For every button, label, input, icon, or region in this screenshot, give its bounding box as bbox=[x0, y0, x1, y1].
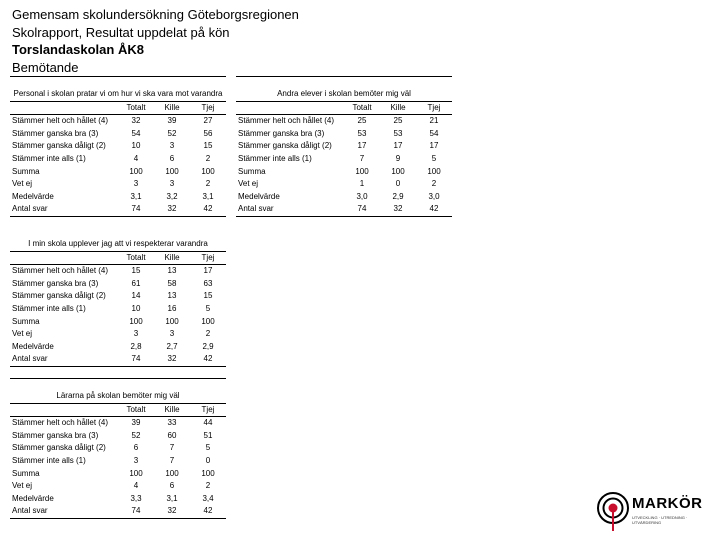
column-header-kille: Kille bbox=[380, 101, 416, 115]
cell-tjej: 100 bbox=[201, 468, 215, 478]
cell-kille: 0 bbox=[395, 179, 401, 189]
table-row bbox=[10, 115, 226, 128]
cell-tjej: 2 bbox=[431, 179, 437, 189]
table-row bbox=[10, 328, 226, 341]
row-label: Antal svar bbox=[10, 203, 118, 216]
cell-total: 74 bbox=[344, 203, 380, 216]
table-row bbox=[10, 505, 226, 518]
table-row bbox=[10, 153, 226, 166]
cell-total: 25 bbox=[357, 116, 367, 126]
cell-tjej: 2,9 bbox=[202, 341, 214, 351]
cell-kille: 9 bbox=[395, 153, 401, 163]
cell-total: 2,8 bbox=[130, 341, 142, 351]
cell-tjej: 5 bbox=[431, 153, 437, 163]
cell-total: 61 bbox=[131, 278, 141, 288]
cell-tjej: 27 bbox=[203, 116, 213, 126]
cell-total: 54 bbox=[131, 128, 141, 138]
cell-tjej: 5 bbox=[205, 303, 211, 313]
table-row bbox=[236, 115, 452, 128]
row-label: Stämmer helt och hållet (4) bbox=[238, 116, 335, 126]
cell-tjej: 2 bbox=[205, 153, 211, 163]
cell-tjej: 2 bbox=[205, 481, 211, 491]
cell-total: 10 bbox=[131, 141, 141, 151]
row-label: Stämmer ganska bra (3) bbox=[12, 278, 99, 288]
report-subtitle: Skolrapport, Resultat uppdelat på kön bbox=[12, 24, 230, 40]
cell-kille: 3 bbox=[169, 179, 175, 189]
survey-title: Gemensam skolundersökning Göteborgsregionen bbox=[12, 7, 299, 22]
cell-kille: 2,9 bbox=[392, 191, 404, 201]
row-label: Summa bbox=[12, 468, 40, 478]
cell-total: 39 bbox=[131, 418, 141, 428]
cell-total: 74 bbox=[118, 203, 154, 216]
cell-total: 3,3 bbox=[130, 493, 142, 503]
table-lararna-bemoter bbox=[10, 390, 226, 519]
cell-total: 6 bbox=[133, 443, 139, 453]
table-row bbox=[10, 468, 226, 481]
cell-kille: 13 bbox=[167, 266, 177, 276]
table-respekterar-varandra bbox=[10, 238, 226, 367]
row-label: Antal svar bbox=[10, 505, 118, 518]
cell-total: 4 bbox=[133, 153, 139, 163]
cell-kille: 3 bbox=[169, 141, 175, 151]
cell-kille: 7 bbox=[169, 455, 175, 465]
cell-total: 3 bbox=[133, 329, 139, 339]
table-row bbox=[236, 178, 452, 191]
cell-kille: 3,2 bbox=[166, 191, 178, 201]
cell-tjej: 42 bbox=[190, 353, 226, 366]
table-row bbox=[10, 493, 226, 506]
cell-kille: 32 bbox=[154, 203, 190, 216]
cell-total: 3 bbox=[133, 179, 139, 189]
cell-kille: 32 bbox=[380, 203, 416, 216]
column-header-tjej: Tjej bbox=[190, 251, 226, 265]
cell-tjej: 17 bbox=[203, 266, 213, 276]
row-label: Medelvärde bbox=[12, 493, 54, 503]
row-label: Stämmer inte alls (1) bbox=[12, 303, 86, 313]
table-row bbox=[10, 140, 226, 153]
row-label: Stämmer ganska dåligt (2) bbox=[12, 291, 106, 301]
cell-tjej: 15 bbox=[203, 141, 213, 151]
column-header-kille: Kille bbox=[154, 403, 190, 417]
cell-tjej: 2 bbox=[205, 329, 211, 339]
cell-tjej: 100 bbox=[427, 166, 441, 176]
cell-tjej: 42 bbox=[416, 203, 452, 216]
cell-total: 10 bbox=[131, 303, 141, 313]
cell-kille: 100 bbox=[165, 166, 179, 176]
cell-tjej: 0 bbox=[205, 455, 211, 465]
table-row bbox=[10, 265, 226, 278]
cell-kille: 13 bbox=[167, 291, 177, 301]
row-label: Medelvärde bbox=[238, 191, 280, 201]
cell-kille: 3,1 bbox=[166, 493, 178, 503]
cell-kille: 32 bbox=[154, 505, 190, 518]
table-personal-pratar bbox=[10, 88, 226, 217]
table-row bbox=[10, 203, 226, 216]
cell-total: 53 bbox=[357, 128, 367, 138]
table-row bbox=[236, 166, 452, 179]
report-header bbox=[12, 6, 299, 76]
cell-tjej: 42 bbox=[190, 505, 226, 518]
row-label: Stämmer inte alls (1) bbox=[12, 153, 86, 163]
row-label: Vet ej bbox=[12, 179, 33, 189]
cell-kille: 100 bbox=[165, 316, 179, 326]
cell-tjej: 3,4 bbox=[202, 493, 214, 503]
table-row bbox=[236, 140, 452, 153]
cell-total: 100 bbox=[129, 468, 143, 478]
table-row bbox=[10, 191, 226, 204]
table-row bbox=[10, 480, 226, 493]
cell-tjej: 3,1 bbox=[202, 191, 214, 201]
column-header-tjej: Tjej bbox=[190, 101, 226, 115]
cell-kille: 2,7 bbox=[166, 341, 178, 351]
cell-total: 3,0 bbox=[356, 191, 368, 201]
row-label: Vet ej bbox=[12, 481, 33, 491]
cell-total: 7 bbox=[359, 153, 365, 163]
row-label: Stämmer ganska bra (3) bbox=[12, 430, 99, 440]
table-4-top-rule bbox=[10, 378, 226, 379]
table-row bbox=[236, 203, 452, 216]
cell-kille: 52 bbox=[167, 128, 177, 138]
section-title: Bemötande bbox=[12, 59, 79, 75]
cell-tjej: 3,0 bbox=[428, 191, 440, 201]
cell-tjej: 2 bbox=[205, 179, 211, 189]
row-label: Stämmer inte alls (1) bbox=[12, 455, 86, 465]
row-label: Summa bbox=[238, 166, 266, 176]
row-label: Stämmer helt och hållet (4) bbox=[12, 266, 109, 276]
row-label: Antal svar bbox=[236, 203, 344, 216]
table-row bbox=[10, 303, 226, 316]
cell-kille: 53 bbox=[393, 128, 403, 138]
cell-total: 100 bbox=[129, 166, 143, 176]
cell-total: 52 bbox=[131, 430, 141, 440]
table-andra-elever bbox=[236, 88, 452, 217]
logo-tagline: UTVECKLING · UTREDNING · UTVÄRDERING bbox=[632, 515, 688, 525]
row-label: Medelvärde bbox=[12, 191, 54, 201]
table-1-top-rule bbox=[10, 76, 226, 77]
row-label: Stämmer ganska bra (3) bbox=[12, 128, 99, 138]
cell-kille: 3 bbox=[169, 329, 175, 339]
cell-total: 14 bbox=[131, 291, 141, 301]
cell-total: 15 bbox=[131, 266, 141, 276]
row-label: Stämmer helt och hållet (4) bbox=[12, 418, 109, 428]
cell-tjej: 56 bbox=[203, 128, 213, 138]
cell-kille: 58 bbox=[167, 278, 177, 288]
table-row bbox=[10, 442, 226, 455]
cell-kille: 60 bbox=[167, 430, 177, 440]
cell-kille: 39 bbox=[167, 116, 177, 126]
column-header-total: Totalt bbox=[118, 403, 154, 417]
cell-kille: 7 bbox=[169, 443, 175, 453]
row-label: Medelvärde bbox=[12, 341, 54, 351]
cell-total: 100 bbox=[355, 166, 369, 176]
school-name: Torslandaskolan ÅK8 bbox=[12, 42, 144, 57]
row-label: Stämmer inte alls (1) bbox=[238, 153, 312, 163]
cell-kille: 25 bbox=[393, 116, 403, 126]
cell-total: 32 bbox=[131, 116, 141, 126]
cell-total: 74 bbox=[118, 505, 154, 518]
cell-tjej: 51 bbox=[203, 430, 213, 440]
row-label: Stämmer ganska dåligt (2) bbox=[12, 141, 106, 151]
cell-kille: 100 bbox=[391, 166, 405, 176]
cell-kille: 6 bbox=[169, 481, 175, 491]
table-row bbox=[10, 417, 226, 430]
cell-total: 3,1 bbox=[130, 191, 142, 201]
cell-total: 4 bbox=[133, 481, 139, 491]
table-row bbox=[10, 166, 226, 179]
cell-kille: 6 bbox=[169, 153, 175, 163]
row-label: Vet ej bbox=[238, 179, 259, 189]
cell-tjej: 54 bbox=[429, 128, 439, 138]
cell-total: 1 bbox=[359, 179, 365, 189]
logo-wordmark: MARKÖR bbox=[632, 495, 703, 512]
cell-total: 17 bbox=[357, 141, 367, 151]
row-label: Stämmer ganska bra (3) bbox=[238, 128, 325, 138]
row-label: Vet ej bbox=[12, 329, 33, 339]
row-label: Stämmer ganska dåligt (2) bbox=[12, 443, 106, 453]
table-row bbox=[10, 128, 226, 141]
cell-tjej: 44 bbox=[203, 418, 213, 428]
column-header-tjej: Tjej bbox=[190, 403, 226, 417]
table-row bbox=[236, 191, 452, 204]
cell-kille: 33 bbox=[167, 418, 177, 428]
table-row bbox=[10, 278, 226, 291]
row-label: Antal svar bbox=[10, 353, 118, 366]
table-title: I min skola upplever jag att vi respekterar varandra bbox=[10, 238, 226, 251]
column-header-total: Totalt bbox=[344, 101, 380, 115]
cell-tjej: 100 bbox=[201, 316, 215, 326]
table-title: Andra elever i skolan bemöter mig väl bbox=[236, 88, 452, 101]
table-row bbox=[10, 290, 226, 303]
cell-tjej: 42 bbox=[190, 203, 226, 216]
cell-tjej: 21 bbox=[429, 116, 439, 126]
column-header-tjej: Tjej bbox=[416, 101, 452, 115]
cell-tjej: 63 bbox=[203, 278, 213, 288]
table-row bbox=[10, 341, 226, 354]
table-row bbox=[236, 128, 452, 141]
cell-tjej: 5 bbox=[205, 443, 211, 453]
table-row bbox=[236, 153, 452, 166]
markor-logo bbox=[596, 493, 716, 533]
table-title: Lärarna på skolan bemöter mig väl bbox=[10, 390, 226, 403]
table-row bbox=[10, 316, 226, 329]
cell-total: 100 bbox=[129, 316, 143, 326]
table-row bbox=[10, 178, 226, 191]
row-label: Stämmer helt och hållet (4) bbox=[12, 116, 109, 126]
column-header-kille: Kille bbox=[154, 101, 190, 115]
cell-total: 3 bbox=[133, 455, 139, 465]
row-label: Summa bbox=[12, 316, 40, 326]
table-title: Personal i skolan pratar vi om hur vi ska vara mot varandra bbox=[10, 88, 226, 101]
cell-kille: 32 bbox=[154, 353, 190, 366]
cell-tjej: 15 bbox=[203, 291, 213, 301]
table-2-top-rule bbox=[236, 76, 452, 77]
table-row bbox=[10, 353, 226, 366]
row-label: Stämmer ganska dåligt (2) bbox=[238, 141, 332, 151]
cell-kille: 16 bbox=[167, 303, 177, 313]
cell-tjej: 17 bbox=[429, 141, 439, 151]
cell-kille: 17 bbox=[393, 141, 403, 151]
table-row bbox=[10, 430, 226, 443]
table-row bbox=[10, 455, 226, 468]
column-header-total: Totalt bbox=[118, 101, 154, 115]
cell-kille: 100 bbox=[165, 468, 179, 478]
column-header-total: Totalt bbox=[118, 251, 154, 265]
cell-total: 74 bbox=[118, 353, 154, 366]
column-header-kille: Kille bbox=[154, 251, 190, 265]
row-label: Summa bbox=[12, 166, 40, 176]
target-pin-icon bbox=[596, 491, 630, 533]
cell-tjej: 100 bbox=[201, 166, 215, 176]
